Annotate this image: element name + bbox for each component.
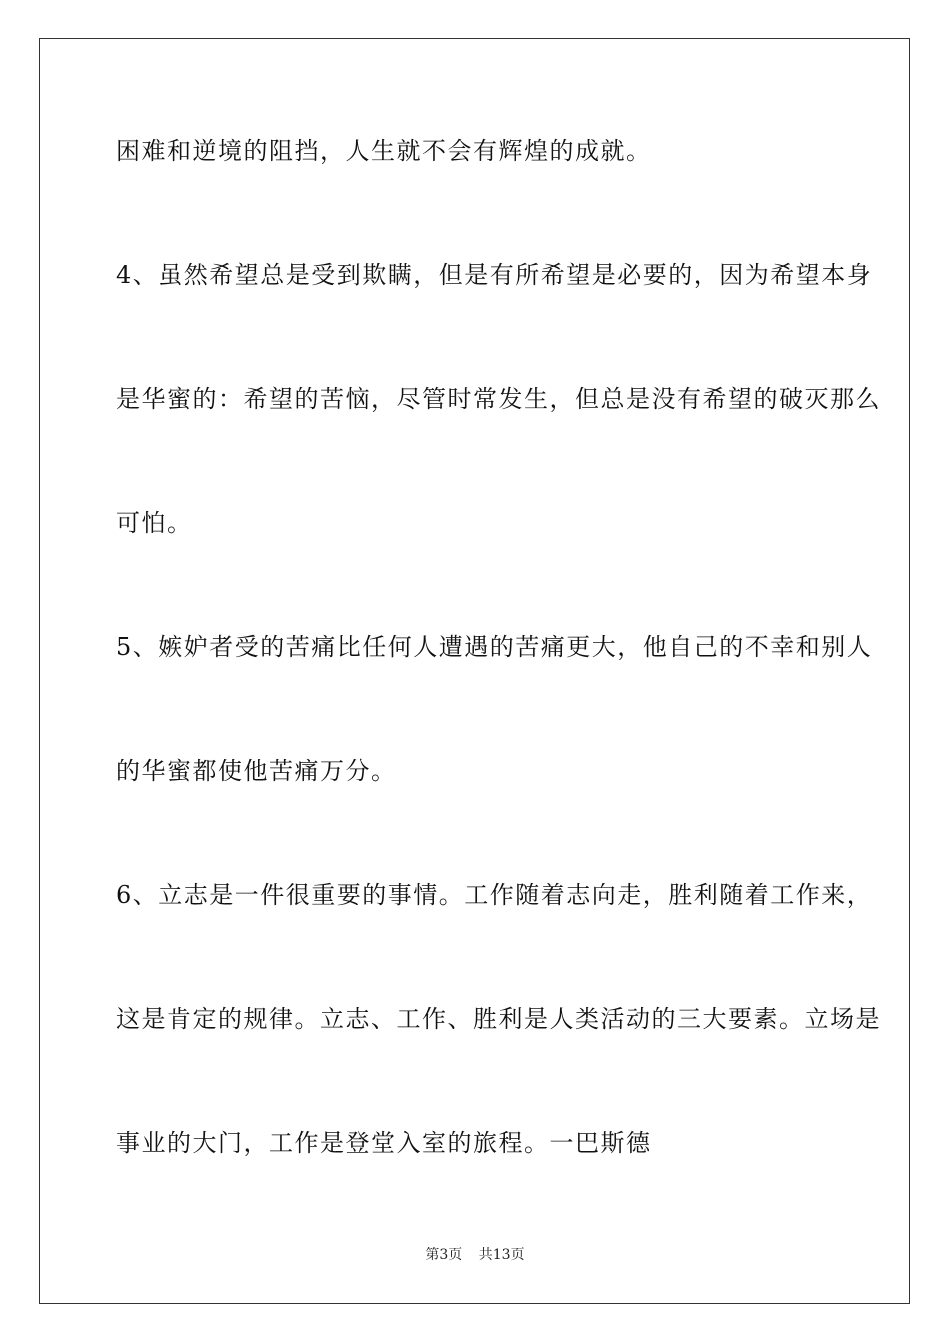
text-line-5: 5、嫉妒者受的苦痛比任何人遭遇的苦痛更大，他自己的不幸和别人 <box>116 633 873 661</box>
page-border <box>39 38 910 1304</box>
text-line-6: 的华蜜都使他苦痛万分。 <box>116 757 397 785</box>
page-total: 共13页 <box>478 1247 525 1263</box>
text-line-7: 6、立志是一件很重要的事情。工作随着志向走，胜利随着工作来， <box>116 881 873 909</box>
text-line-4: 可怕。 <box>116 509 193 537</box>
text-line-9: 事业的大门，工作是登堂入室的旅程。一巴斯德 <box>116 1129 652 1157</box>
page-number: 第3页 <box>425 1247 463 1263</box>
text-line-3: 是华蜜的：希望的苦恼，尽管时常发生，但总是没有希望的破灭那么 <box>116 385 881 413</box>
text-line-1: 困难和逆境的阻挡，人生就不会有辉煌的成就。 <box>116 137 652 165</box>
text-line-2: 4、虽然希望总是受到欺瞒，但是有所希望是必要的，因为希望本身 <box>116 261 873 289</box>
text-line-8: 这是肯定的规律。立志、工作、胜利是人类活动的三大要素。立场是 <box>116 1005 881 1033</box>
page-footer <box>0 1246 950 1264</box>
